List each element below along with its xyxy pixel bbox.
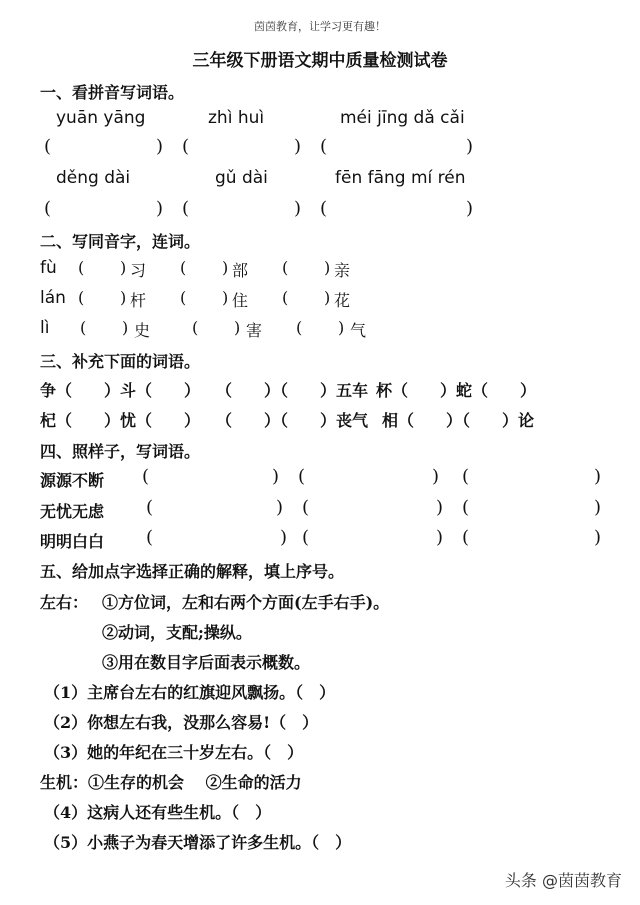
answer-paren[interactable]: ) bbox=[156, 136, 164, 157]
answer-paren[interactable]: ( bbox=[182, 136, 190, 157]
answer-paren[interactable]: ( bbox=[282, 258, 289, 277]
idiom-fill[interactable]: 相（ ）（ ）论 bbox=[382, 411, 535, 430]
answer-paren[interactable]: ) bbox=[294, 136, 302, 157]
example-word: 明明白白 bbox=[40, 532, 105, 551]
page-title: 三年级下册语文期中质量检测试卷 bbox=[192, 51, 448, 71]
answer-paren[interactable]: ( bbox=[146, 527, 154, 548]
answer-paren[interactable]: ) bbox=[432, 466, 440, 487]
answer-paren[interactable]: ) bbox=[594, 466, 602, 487]
section1-heading: 一、看拼音写词语。 bbox=[40, 83, 185, 102]
answer-paren[interactable]: ) bbox=[234, 318, 241, 337]
pinyin-gudai: gǔ dài bbox=[215, 168, 268, 188]
pinyin-li: lì bbox=[40, 318, 50, 338]
pinyin-fenfangmiren: fēn fāng mí rén bbox=[335, 168, 466, 188]
answer-paren[interactable]: ( bbox=[44, 198, 52, 219]
answer-paren[interactable]: ) bbox=[222, 258, 229, 277]
answer-paren[interactable]: ) bbox=[120, 258, 127, 277]
example-word: 源源不断 bbox=[40, 471, 105, 490]
pinyin-meijingdacai: méi jīng dǎ cǎi bbox=[340, 108, 465, 128]
answer-paren[interactable]: ) bbox=[466, 198, 474, 219]
answer-paren[interactable]: ( bbox=[320, 136, 328, 157]
answer-paren[interactable]: ) bbox=[466, 136, 474, 157]
definition: ①方位词，左和右两个方面(左手右手)。 bbox=[102, 593, 390, 612]
example-word: 无忧无虑 bbox=[40, 502, 105, 521]
answer-paren[interactable]: ( bbox=[302, 497, 310, 518]
word-char: 部 bbox=[232, 261, 249, 280]
answer-paren[interactable]: ( bbox=[462, 466, 470, 487]
question-1[interactable]: （1）主席台左右的红旗迎风飘扬。（ ） bbox=[44, 683, 336, 702]
section5-heading: 五、给加点字选择正确的解释，填上序号。 bbox=[40, 562, 345, 581]
answer-paren[interactable]: ) bbox=[122, 318, 129, 337]
answer-paren[interactable]: ( bbox=[320, 198, 328, 219]
pinyin-zhihui: zhì huì bbox=[208, 108, 265, 128]
idiom-fill[interactable]: （ ）（ ）五车 bbox=[216, 381, 369, 400]
watermark: 头条 @茵茵教育 bbox=[504, 871, 622, 890]
word-char: 亲 bbox=[334, 261, 351, 280]
answer-paren[interactable]: ( bbox=[142, 466, 150, 487]
answer-paren[interactable]: ) bbox=[294, 198, 302, 219]
idiom-fill[interactable]: 杞（ ）忧（ ） bbox=[40, 411, 201, 430]
section4-heading: 四、照样子，写词语。 bbox=[40, 442, 201, 461]
answer-paren[interactable]: ( bbox=[296, 318, 303, 337]
answer-paren[interactable]: ( bbox=[146, 497, 154, 518]
answer-paren[interactable]: ) bbox=[324, 258, 331, 277]
answer-paren[interactable]: ( bbox=[80, 318, 87, 337]
word-char: 住 bbox=[232, 291, 249, 310]
idiom-fill[interactable]: （ ）（ ）丧气 bbox=[216, 411, 369, 430]
pinyin-yuanyang: yuān yāng bbox=[56, 108, 146, 128]
answer-paren[interactable]: ( bbox=[298, 466, 306, 487]
question-2[interactable]: （2）你想左右我，没那么容易!（ ） bbox=[44, 713, 319, 732]
answer-paren[interactable]: ( bbox=[78, 288, 85, 307]
question-3[interactable]: （3）她的年纪在三十岁左右。（ ） bbox=[44, 743, 304, 762]
word-char: 花 bbox=[334, 291, 351, 310]
answer-paren[interactable]: ) bbox=[156, 198, 164, 219]
idiom-fill[interactable]: 争（ ）斗（ ） bbox=[40, 381, 201, 400]
answer-paren[interactable]: ( bbox=[180, 258, 187, 277]
answer-paren[interactable]: ) bbox=[436, 527, 444, 548]
definition: ③用在数目字后面表示概数。 bbox=[102, 653, 311, 672]
answer-paren[interactable]: ( bbox=[182, 198, 190, 219]
answer-paren[interactable]: ( bbox=[462, 497, 470, 518]
answer-paren[interactable]: ) bbox=[276, 497, 284, 518]
answer-paren[interactable]: ) bbox=[120, 288, 127, 307]
pinyin-dengdai: děng dài bbox=[56, 168, 131, 188]
answer-paren[interactable]: ( bbox=[180, 288, 187, 307]
word-char: 习 bbox=[130, 261, 147, 280]
question-4[interactable]: （4）这病人还有些生机。（ ） bbox=[44, 803, 272, 822]
section2-heading: 二、写同音字，连词。 bbox=[40, 232, 201, 251]
answer-paren[interactable]: ) bbox=[594, 527, 602, 548]
answer-paren[interactable]: ( bbox=[302, 527, 310, 548]
word-char: 气 bbox=[350, 321, 367, 340]
zuoyou-label: 左右： bbox=[40, 593, 89, 612]
answer-paren[interactable]: ( bbox=[78, 258, 85, 277]
question-5[interactable]: （5）小燕子为春天增添了许多生机。（ ） bbox=[44, 833, 352, 852]
section3-heading: 三、补充下面的词语。 bbox=[40, 352, 201, 371]
answer-paren[interactable]: ) bbox=[272, 466, 280, 487]
answer-paren[interactable]: ) bbox=[222, 288, 229, 307]
answer-paren[interactable]: ) bbox=[324, 288, 331, 307]
answer-paren[interactable]: ) bbox=[338, 318, 345, 337]
answer-paren[interactable]: ( bbox=[282, 288, 289, 307]
pinyin-lan: lán bbox=[40, 288, 66, 308]
page-header: 茵茵教育，让学习更有趣！ bbox=[254, 20, 386, 33]
answer-paren[interactable]: ( bbox=[192, 318, 199, 337]
answer-paren[interactable]: ) bbox=[436, 497, 444, 518]
word-char: 杆 bbox=[130, 291, 147, 310]
pinyin-fu: fù bbox=[40, 258, 57, 278]
word-char: 害 bbox=[246, 321, 263, 340]
word-char: 史 bbox=[134, 321, 151, 340]
shengji-definitions: 生机：①生存的机会 ②生命的活力 bbox=[40, 773, 302, 792]
answer-paren[interactable]: ) bbox=[594, 497, 602, 518]
idiom-fill[interactable]: 杯（ ）蛇（ ） bbox=[376, 381, 537, 400]
answer-paren[interactable]: ) bbox=[280, 527, 288, 548]
definition: ②动词，支配;操纵。 bbox=[102, 623, 252, 642]
answer-paren[interactable]: ( bbox=[44, 136, 52, 157]
answer-paren[interactable]: ( bbox=[462, 527, 470, 548]
